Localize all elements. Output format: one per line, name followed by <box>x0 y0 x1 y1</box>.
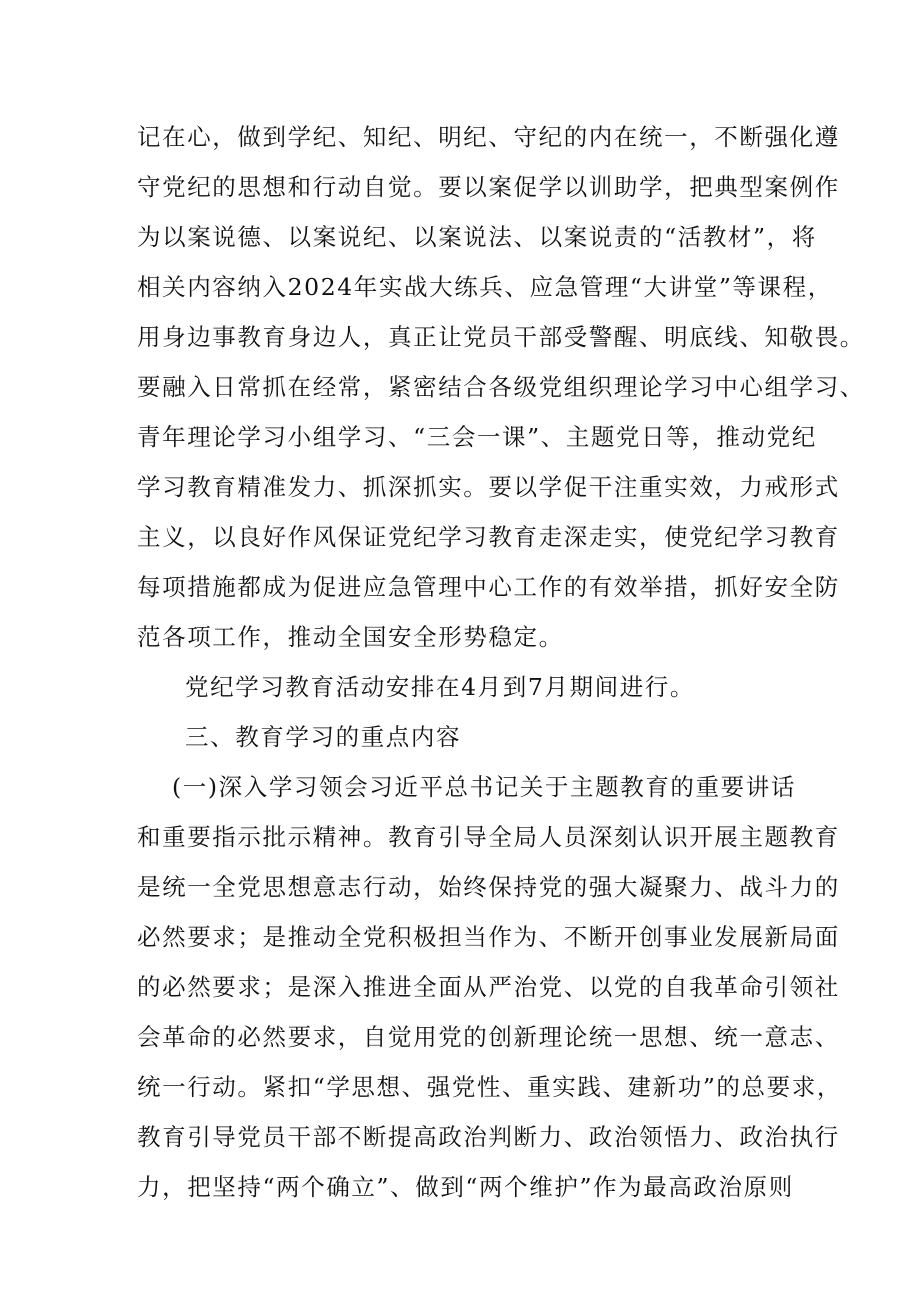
paragraph-line: 的必然要求；是深入推进全面从严治党、以党的自我革命引领社 <box>137 973 840 1001</box>
paragraph-line: 是统一全党思想意志行动，始终保持党的强大凝聚力、战斗力的 <box>137 873 840 901</box>
paragraph-line: 青年理论学习小组学习、“三会一课”、主题党日等，推动党纪 <box>137 423 817 451</box>
paragraph-line: 和重要指示批示精神。教育引导全局人员深刻认识开展主题教育 <box>137 823 840 851</box>
paragraph-line: 会革命的必然要求，自觉用党的创新理论统一思想、统一意志、 <box>137 1023 840 1051</box>
paragraph-line: 每项措施都成为促进应急管理中心工作的有效举措，抓好安全防 <box>137 573 840 601</box>
paragraph-line: 要融入日常抓在经常，紧密结合各级党组织理论学习中心组学习、 <box>137 373 865 401</box>
paragraph-line: 党纪学习教育活动安排在4月到7月期间进行。 <box>185 673 696 701</box>
paragraph-line: 必然要求；是推动全党积极担当作为、不断开创事业发展新局面 <box>137 923 840 951</box>
paragraph-line: 为以案说德、以案说纪、以案说法、以案说责的“活教材”，将 <box>137 223 817 251</box>
paragraph-line: 主义，以良好作风保证党纪学习教育走深走实，使党纪学习教育 <box>137 523 840 551</box>
subsection-heading: (一)深入学习领会习近平总书记关于主题教育的重要讲话 <box>172 773 796 801</box>
section-heading: 三、教育学习的重点内容 <box>185 723 462 751</box>
paragraph-line: 相关内容纳入2024年实战大练兵、应急管理“大讲堂”等课程， <box>137 273 833 301</box>
paragraph-line: 统一行动。紧扣“学思想、强党性、重实践、建新功”的总要求， <box>137 1073 842 1101</box>
paragraph-line: 力，把坚持“两个确立”、做到“两个维护”作为最高政治原则 <box>137 1173 794 1201</box>
paragraph-line: 学习教育精准发力、抓深抓实。要以学促干注重实效，力戒形式 <box>137 473 840 501</box>
paragraph-line: 守党纪的思想和行动自觉。要以案促学以训助学，把典型案例作 <box>137 173 840 201</box>
paragraph-line: 用身边事教育身边人，真正让党员干部受警醒、明底线、知敬畏。 <box>137 323 865 351</box>
paragraph-line: 范各项工作，推动全国安全形势稳定。 <box>137 623 564 651</box>
paragraph-line: 教育引导党员干部不断提高政治判断力、政治领悟力、政治执行 <box>137 1123 840 1151</box>
paragraph-line: 记在心，做到学纪、知纪、明纪、守纪的内在统一，不断强化遵 <box>137 123 840 151</box>
